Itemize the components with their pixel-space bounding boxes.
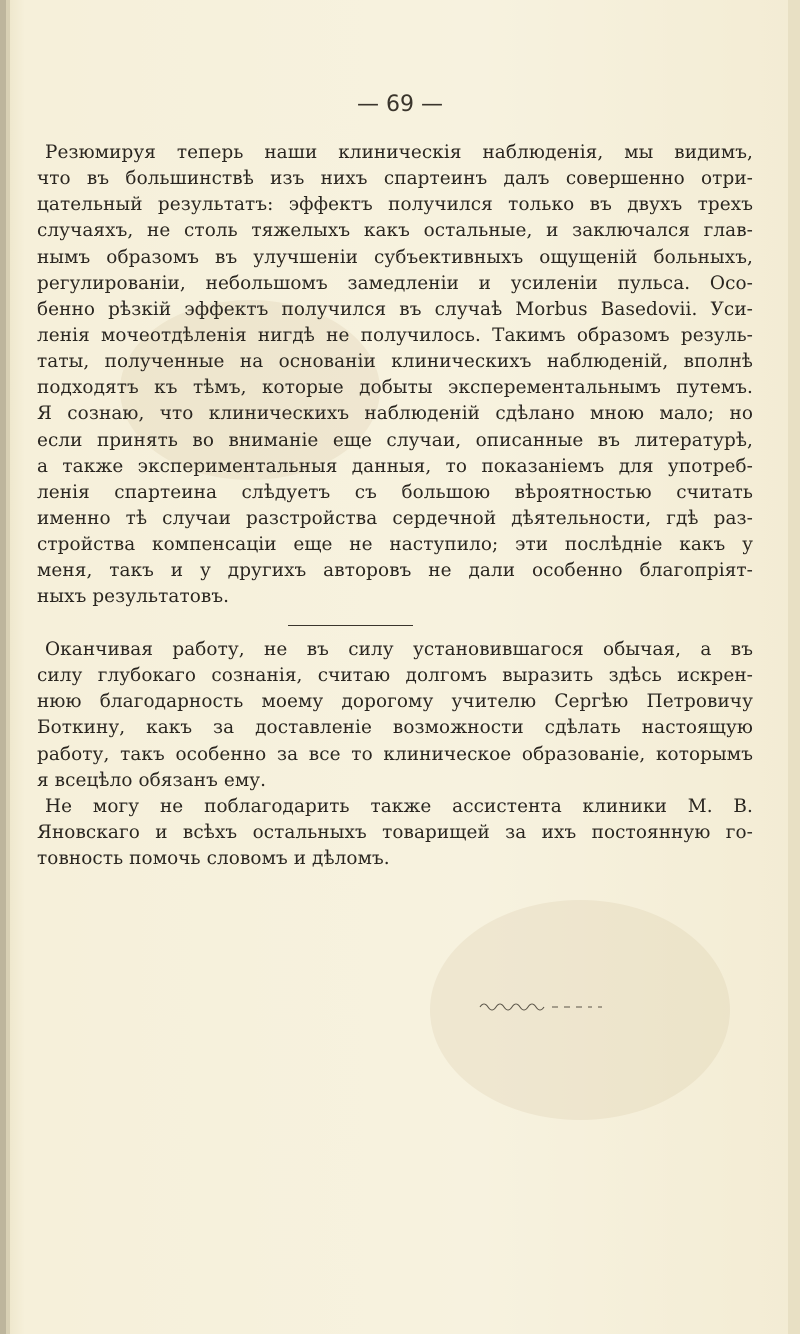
text-line: подходятъ къ тѣмъ, которые добыты эксперементальнымъ путемъ. <box>37 377 753 399</box>
text-line: Оканчивая работу, не въ силу установившагося обычая, а въ <box>45 639 753 660</box>
page-number: — 69 — <box>357 92 443 117</box>
text-line: силу глубокаго сознанія, считаю долгомъ выразить здѣсь искрен- <box>37 665 753 687</box>
text-line: если принять во вниманіе еще случаи, описанные въ литературѣ, <box>37 429 753 451</box>
text-line: Не могу не поблагодарить также ассистента клиники М. В. <box>45 796 753 817</box>
text-line: а также экспериментальныя данныя, то показаніемъ для употреб- <box>37 455 753 477</box>
end-ornament-squiggle <box>478 998 608 1012</box>
text-line: бенно рѣзкій эффектъ получился въ случаѣ Morbus Basedovii. Уси- <box>37 298 753 320</box>
text-line: Боткину, какъ за доставленіе возможности сдѣлать настоящую <box>37 717 753 739</box>
text-line: таты, полученные на основаніи клиническихъ наблюденій, вполнѣ <box>37 351 753 373</box>
text-line: что въ большинствѣ изъ нихъ спартеинъ далъ совершенно отри- <box>37 168 753 190</box>
section-separator-rule <box>288 625 413 626</box>
text-line: меня, такъ и у другихъ авторовъ не дали особенно благопріят- <box>37 560 753 582</box>
text-line: Я сознаю, что клиническихъ наблюденій сдѣлано мною мало; но <box>37 403 753 425</box>
text-line: регулированіи, небольшомъ замедленіи и усиленіи пульса. Осо- <box>37 272 753 294</box>
paragraph-thanks <box>37 794 753 872</box>
page-gutter-edge <box>6 0 10 1334</box>
text-line: именно тѣ случаи разстройства сердечной дѣятельности, гдѣ раз- <box>37 507 753 529</box>
text-line: нюю благодарность моему дорогому учителю Сергѣю Петровичу <box>37 691 753 713</box>
text-line: нымъ образомъ въ улучшеніи субъективныхъ ощущеній больныхъ, <box>37 246 753 268</box>
text-line: ныхъ результатовъ. <box>37 586 230 608</box>
text-line: стройства компенсаціи еще не наступило; эти послѣдніе какъ у <box>37 534 753 556</box>
text-line: ленія спартеина слѣдуетъ съ большою вѣроятностью считать <box>37 481 753 503</box>
paragraph-acknowledgement <box>37 637 753 794</box>
text-line: работу, такъ особенно за все то клиническое образованіе, которымъ <box>37 743 753 765</box>
text-line: ленія мочеотдѣленія нигдѣ не получилось. Такимъ образомъ резуль- <box>37 324 753 346</box>
text-line: Резюмируя теперь наши клиническія наблюденія, мы видимъ, <box>45 142 753 163</box>
paragraph-conclusion <box>37 140 753 611</box>
page-right-edge <box>788 0 800 1334</box>
text-line: Яновскаго и всѣхъ остальныхъ товарищей за ихъ постоянную го- <box>37 822 753 844</box>
text-line: товность помочь словомъ и дѣломъ. <box>37 848 390 870</box>
text-line: я всецѣло обязанъ ему. <box>37 769 267 791</box>
text-line: случаяхъ, не столь тяжелыхъ какъ остальные, и заключался глав- <box>37 220 753 242</box>
text-line: цательный результатъ: эффектъ получился только въ двухъ трехъ <box>37 194 753 216</box>
